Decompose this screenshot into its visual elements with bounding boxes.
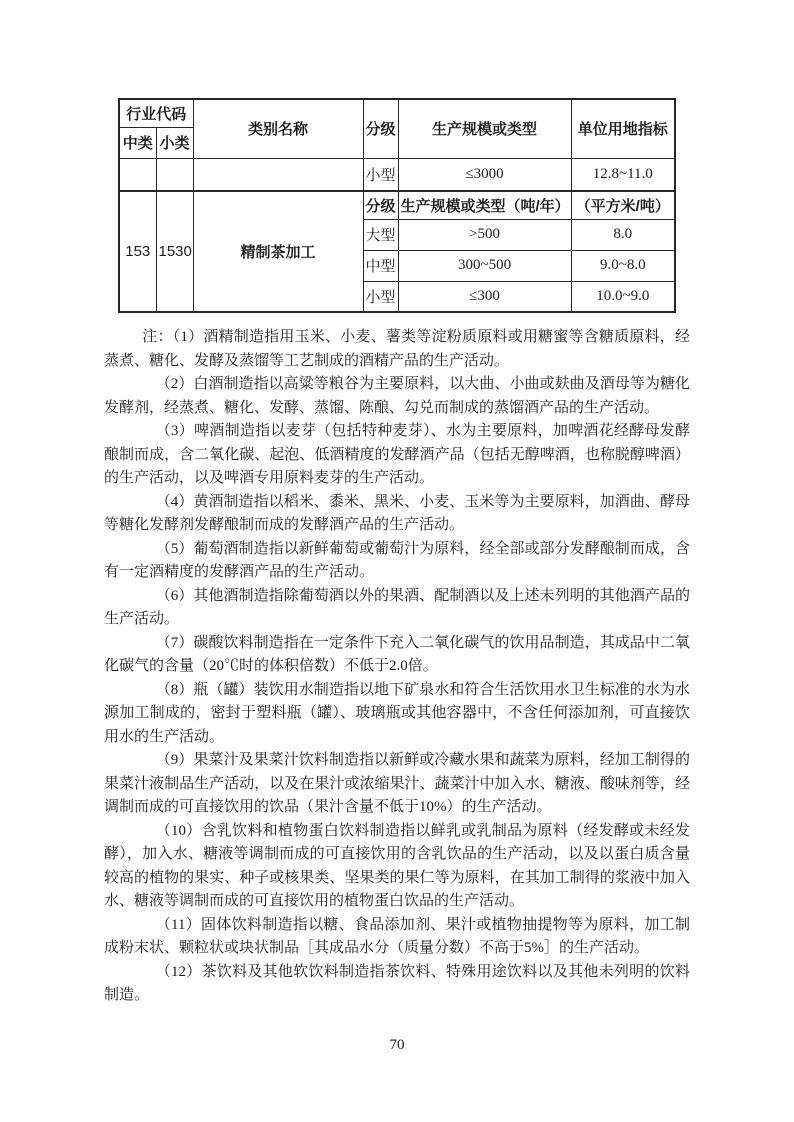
block-subheader-row xyxy=(119,191,675,219)
note-paragraph-9: （9）果菜汁及果菜汁饮料制造指以新鲜或冷藏水果和蔬菜为原料，经加工制得的果菜汁液制品生产活动，以及在果汁或浓缩果汁、蔬菜汁中加入水、糖液、酸味剂等，经调制而成的可直接饮用的饮品（果汁含量不低于10%）的生产活动。 xyxy=(104,752,690,815)
note-paragraph-3: （3）啤酒制造指以麦芽（包括特种麦芽）、水为主要原料，加啤酒花经酵母发酵酿制而成，含二氧化碳、起泡、低酒精度的发酵酒产品（包括无醇啤酒，也称脱醇啤酒）的生产活动，以及啤酒专用原料麦芽的生产活动。 xyxy=(104,423,690,486)
col-header-industry-code: 行业代码 xyxy=(119,99,193,127)
col-header-land-index: 单位用地指标 xyxy=(571,99,675,158)
empty-cell xyxy=(156,158,193,191)
small-class-code-cell: 1530 xyxy=(156,191,193,312)
note-paragraph-4: （4）黄酒制造指以稻米、黍米、黑米、小麦、玉米等为主要原料，加酒曲、酵母等糖化发酵剂发酵酿制而成的发酵酒产品的生产活动。 xyxy=(104,493,690,533)
col-header-scale: 生产规模或类型 xyxy=(398,99,571,158)
subheader-scale-cell: 生产规模或类型（吨/年） xyxy=(398,191,571,219)
note-paragraph-1: 注：（1）酒精制造指用玉米、小麦、薯类等淀粉质原料或用糖蜜等含糖质原料，经蒸煮、糖化、发酵及蒸馏等工艺制成的酒精产品的生产活动。 xyxy=(104,329,690,369)
mid-class-code-cell: 153 xyxy=(119,191,156,312)
table-header-row-1 xyxy=(119,99,675,127)
col-header-small-class: 小类 xyxy=(156,127,193,158)
note-paragraph-7: （7）碳酸饮料制造指在一定条件下充入二氧化碳气的饮用品制造，其成品中二氧化碳气的含量（20℃时的体积倍数）不低于2.0倍。 xyxy=(104,634,690,674)
page-content xyxy=(104,98,690,1008)
continuation-row xyxy=(119,158,675,191)
col-header-mid-class: 中类 xyxy=(119,127,156,158)
scale-cell: ≤300 xyxy=(398,281,571,312)
empty-cell xyxy=(193,158,363,191)
note-paragraph-8: （8）瓶（罐）装饮用水制造指以地下矿泉水和符合生活饮用水卫生标准的水为水源加工制成的，密封于塑料瓶（罐）、玻璃瓶或其他容器中，不含任何添加剂，可直接饮用水的生产活动。 xyxy=(104,681,690,745)
land-use-indicator-table xyxy=(118,98,676,313)
scale-cell: ≤3000 xyxy=(398,158,571,191)
notes-section xyxy=(104,326,690,1008)
grade-cell: 大型 xyxy=(363,219,398,250)
index-cell: 12.8~11.0 xyxy=(571,158,675,191)
scale-cell: 300~500 xyxy=(398,250,571,281)
note-paragraph-2: （2）白酒制造指以高粱等粮谷为主要原料，以大曲、小曲或麸曲及酒母等为糖化发酵剂，经蒸煮、糖化、发酵、蒸馏、陈酿、勾兑而制成的蒸馏酒产品的生产活动。 xyxy=(104,376,690,416)
note-paragraph-11: （11）固体饮料制造指以糖、食品添加剂、果汁或植物抽提物等为原料，加工制成粉末状、颗粒状或块状制品［其成品水分（质量分数）不高于5%］的生产活动。 xyxy=(104,916,690,956)
grade-cell: 小型 xyxy=(363,158,398,191)
note-paragraph-12: （12）茶饮料及其他软饮料制造指茶饮料、特殊用途饮料以及其他未列明的饮料制造。 xyxy=(104,963,690,1003)
index-cell: 10.0~9.0 xyxy=(571,281,675,312)
category-name-cell: 精制茶加工 xyxy=(193,191,363,312)
note-paragraph-10: （10）含乳饮料和植物蛋白饮料制造指以鲜乳或乳制品为原料（经发酵或未经发酵），加入水、糖液等调制而成的可直接饮用的含乳饮品的生产活动，以及以蛋白质含量较高的植物的果实、种子或核果类、坚果类的果仁等为原料，在其加工制得的浆液中加入水、糖液等调制而成的可直接饮用的植物蛋白饮品的生产活动。 xyxy=(104,822,690,909)
subheader-index-cell: （平方米/吨） xyxy=(571,191,675,219)
note-paragraph-5: （5）葡萄酒制造指以新鲜葡萄或葡萄汁为原料，经全部或部分发酵酿制而成，含有一定酒精度的发酵酒产品的生产活动。 xyxy=(104,540,690,580)
col-header-category-name: 类别名称 xyxy=(193,99,363,158)
empty-cell xyxy=(119,158,156,191)
page-number: 70 xyxy=(389,1037,405,1053)
index-cell: 8.0 xyxy=(571,219,675,250)
grade-cell: 中型 xyxy=(363,250,398,281)
grade-cell: 小型 xyxy=(363,281,398,312)
note-paragraph-6: （6）其他酒制造指除葡萄酒以外的果酒、配制酒以及上述未列明的其他酒产品的生产活动。 xyxy=(104,587,690,627)
subheader-grade-cell: 分级 xyxy=(363,191,398,219)
scale-cell: >500 xyxy=(398,219,571,250)
col-header-grade: 分级 xyxy=(363,99,398,158)
index-cell: 9.0~8.0 xyxy=(571,250,675,281)
